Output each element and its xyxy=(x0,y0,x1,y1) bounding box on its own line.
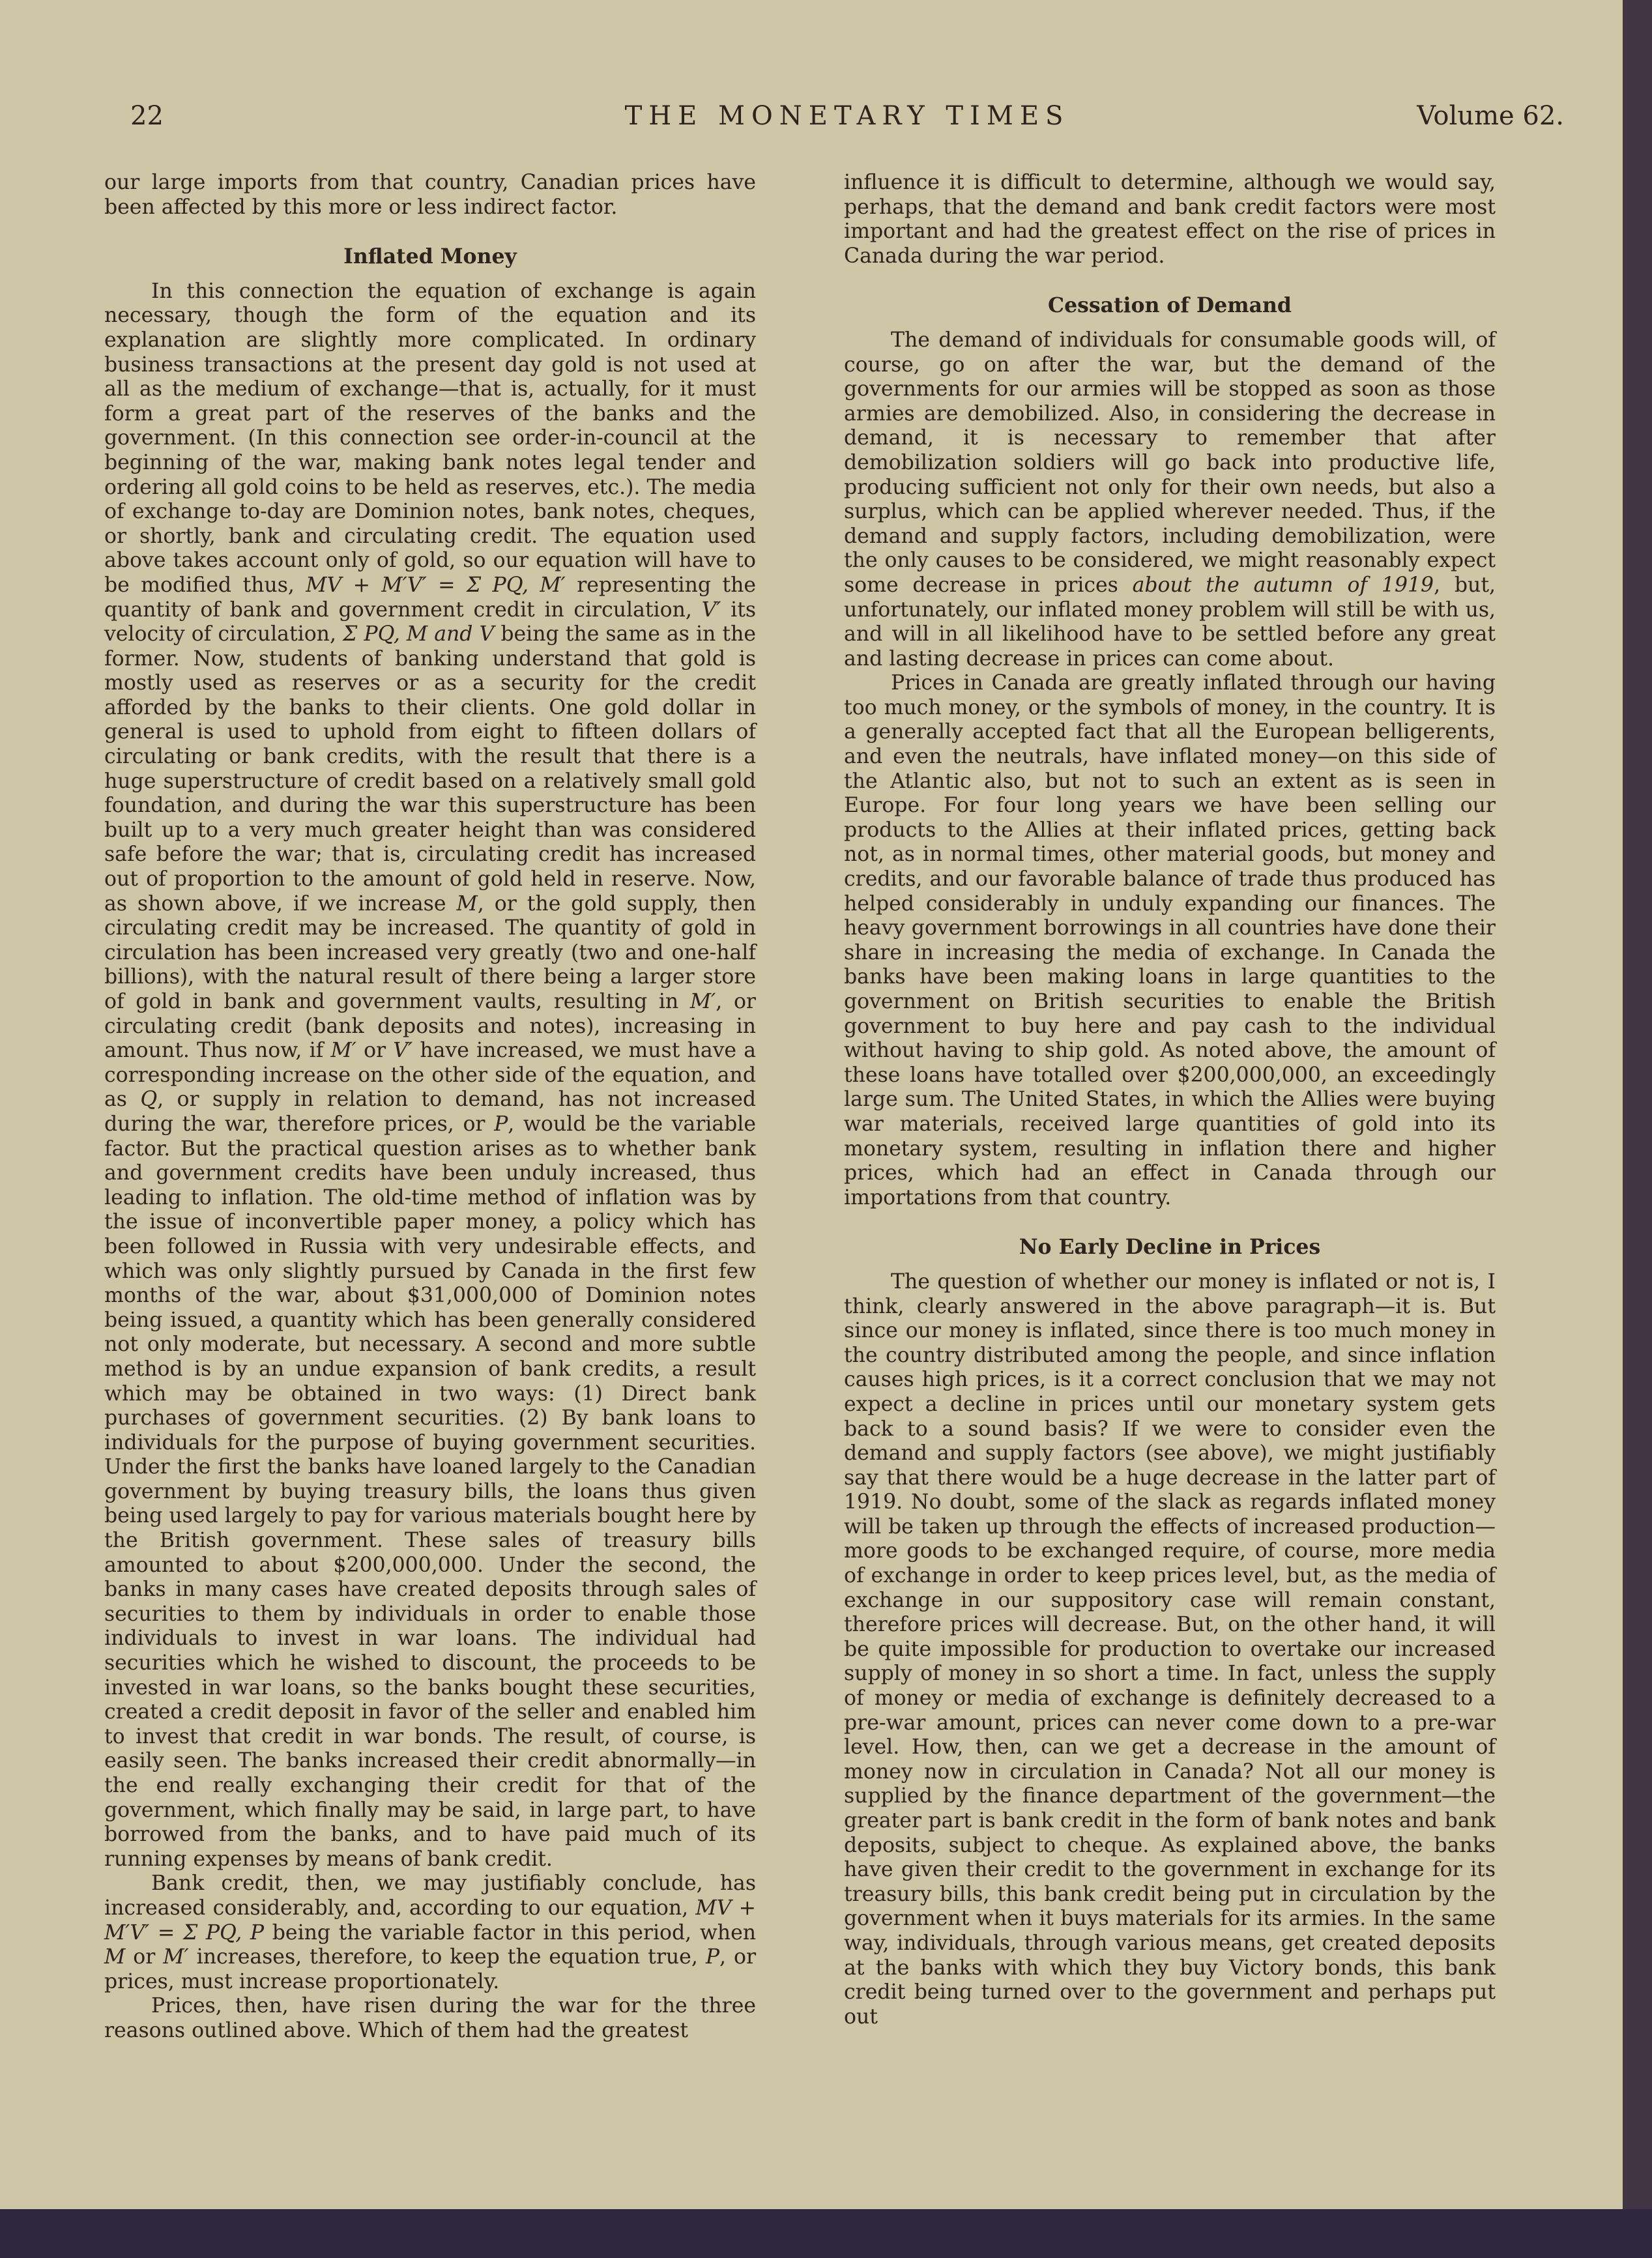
publication-title: THE MONETARY TIMES xyxy=(624,101,1070,131)
section-heading: No Early Decline in Prices xyxy=(1019,1235,1321,1260)
page-number: 22 xyxy=(130,101,164,131)
paragraph: The demand of individuals for consumable goods will, of course, go on after the war, but the demand of the governments for our armies will be stopped as soon as those armies are demobilized. Also, in considering the decrease in demand, it is necessary to remember that after demobilization soldiers will go back into productive life, producing sufficient not only for their own needs, but also a surplus, which can be applied wherever needed. Thus, if the demand and supply factors, including demobilization, were the only causes to be considered, we might reasonably expect some decrease in prices about the autumn of 1919, but, unfortunately, our inflated money problem will still be with us, and will in all likelihood have to be settled before any great and lasting decrease in prices can come about. xyxy=(844,328,1496,671)
paragraph: Prices in Canada are greatly inflated through our having too much money, or the symbols of money, in the country. It is a generally accepted fact that all the European belligerents, and even the neutrals, have inflated money—on this side of the Atlantic also, but not to such an extent as is seen in Europe. For four long years we have been selling our products to the Allies at their inflated prices, getting back not, as in normal times, other material goods, but money and credits, and our favorable balance of trade thus produced has helped considerably in unduly expanding our finances. The heavy government borrowings in all countries have done their share in increasing the media of exchange. In Canada the banks have been making loans in large quantities to the government on British securities to enable the British government to buy here and pay cash to the individual without having to ship gold. As noted above, the amount of these loans have totalled over $200,000,000, an exceedingly large sum. The United States, in which the Allies were buying war materials, received large quantities of gold into its monetary system, resulting in inflation there and higher prices, which had an effect in Canada through our importations from that country. xyxy=(844,671,1496,1209)
page-edge-shadow xyxy=(1623,0,1652,2209)
section-heading: Inflated Money xyxy=(343,244,517,269)
volume-label: Volume 62. xyxy=(1417,101,1564,131)
paragraph: our large imports from that country, Canadian prices have been affected by this more or less indirect factor. xyxy=(104,171,756,219)
left-column xyxy=(104,171,756,2044)
paragraph: The question of whether our money is inflated or not is, I think, clearly answered in the above paragraph—it is. But since our money is inflated, since there is too much money in the country distributed among the people, and since inflation causes high prices, is it a correct conclusion that we may not expect a decline in prices until our monetary system gets back to a sound basis? If we were to consider even the demand and supply factors (see above), we might justifiably say that there would be a huge decrease in the latter part of 1919. No doubt, some of the slack as regards inflated money will be taken up through the effects of increased production—more goods to be exchanged require, of course, more media of exchange in order to keep prices level, but, as the media of exchange in our suppository case will remain constant, therefore prices will decrease. But, on the other hand, it will be quite impossible for production to overtake our increased supply of money in so short a time. In fact, unless the supply of money or media of exchange is definitely decreased to a pre-war amount, prices can never come down to a pre-war level. How, then, can we get a decrease in the amount of money now in circulation in Canada? Not all our money is supplied by the finance department of the government—the greater part is bank credit in the form of bank notes and bank deposits, subject to cheque. As explained above, the banks have given their credit to the government in exchange for its treasury bills, this bank credit being put in circulation by the government when it buys materials for its armies. In the same way, individuals, through various means, get created deposits at the banks with which they buy Victory bonds, this bank credit being turned over to the government and perhaps put out xyxy=(844,1269,1496,2029)
section-heading: Cessation of Demand xyxy=(1048,293,1292,318)
paragraph: In this connection the equation of exchange is again necessary, though the form of the equation and its explanation are slightly more complicated. In ordinary business transactions at the present day gold is not used at all as the medium of exchange—that is, actually, for it must form a great part of the reserves of the banks and the government. (In this connection see order-in-council at the beginning of the war, making bank notes legal tender and ordering all gold coins to be held as reserves, etc.). The media of exchange to-day are Dominion notes, bank notes, cheques, or shortly, bank and circulating credit. The equation used above takes account only of gold, so our equation will have to be modified thus, MV + M′V′ = Σ PQ, M′ representing the quantity of bank and government credit in circulation, V′ its velocity of circulation, Σ PQ, M and V being the same as in the former. Now, students of banking understand that gold is mostly used as reserves or as a security for the credit afforded by the banks to their clients. One gold dollar in general is used to uphold from eight to fifteen dollars of circulating or bank credits, with the result that there is a huge superstructure of credit based on a relatively small gold foundation, and during the war this superstructure has been built up to a very much greater height than was considered safe before the war; that is, circulating credit has increased out of proportion to the amount of gold held in reserve. Now, as shown above, if we increase M, or the gold supply, then circulating credit may be increased. The quantity of gold in circulation has been increased very greatly (two and one-half billions), with the natural result of there being a larger store of gold in bank and government vaults, resulting in M′, or circulating credit (bank deposits and notes), increasing in amount. Thus now, if M′ or V′ have increased, we must have a corresponding increase on the other side of the equation, and as Q, or supply in relation to demand, has not increased during the war, therefore prices, or P, would be the variable factor. But the practical question arises as to whether bank and government credits have been unduly increased, thus leading to inflation. The old-time method of inflation was by the issue of inconvertible paper money, a policy which has been followed in Russia with very undesirable effects, and which was only slightly pursued by Canada in the first few months of the war, about $31,000,000 of Dominion notes being issued, a quantity which has been generally considered not only moderate, but necessary. A second and more subtle method is by an undue expansion of bank credits, a result which may be obtained in two ways: (1) Direct bank purchases of government securities. (2) By bank loans to individuals for the purpose of buying government securities. Under the first the banks have loaned largely to the Canadian government by buying treasury bills, the loans thus given being used largely to pay for various materials bought here by the British government. These sales of treasury bills amounted to about $200,000,000. Under the second, the banks in many cases have created deposits through sales of securities to them by individuals in order to enable those individuals to invest in war loans. The individual had securities which he wished to discount, the proceeds to be invested in war loans, so the banks bought these securities, created a credit deposit in favor of the seller and enabled him to invest that credit in war bonds. The result, of course, is easily seen. The banks increased their credit abnormally—in the end really exchanging their credit for that of the government, which finally may be said, in large part, to have borrowed from the banks, and to have paid much of its running expenses by means of bank credit. xyxy=(104,279,757,1871)
running-header xyxy=(130,101,1564,140)
right-column xyxy=(844,171,1496,2029)
paragraph: influence it is difficult to determine, although we would say, perhaps, that the demand and bank credit factors were most important and had the greatest effect on the rise of prices in Canada during the war period. xyxy=(844,171,1496,268)
paragraph: Prices, then, have risen during the war for the three reasons outlined above. Which of them had the greatest xyxy=(104,1994,756,2042)
paragraph: Bank credit, then, we may justifiably conclude, has increased considerably, and, according to our equation, MV + M′V′ = Σ PQ, P being the variable factor in this period, when M or M′ increases, therefore, to keep the equation true, P, or prices, must increase proportionately. xyxy=(104,1872,757,1993)
